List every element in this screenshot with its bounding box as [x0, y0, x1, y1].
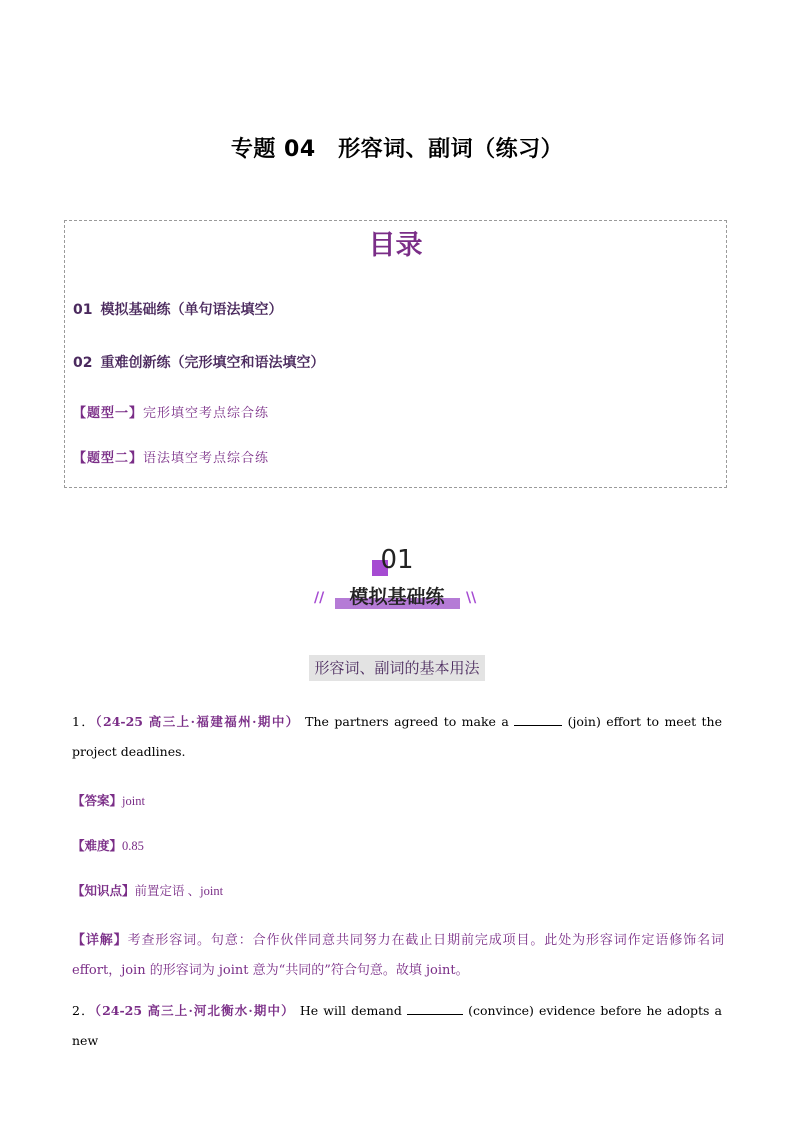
question-text: He will demand — [299, 1003, 402, 1018]
toc-item-number: 02 — [73, 355, 93, 371]
toc-item-2[interactable] — [73, 352, 324, 372]
toc-item-label: 模拟基础练（单句语法填空） — [100, 302, 283, 318]
detail-text: 考查形容词。句意：合作伙伴同意共同努力在截止日期前完成项目。此处为形容词作定语修饰名词 effort，join 的形容词为 joint 意为“共同的”符合句意。故填 joint。 — [72, 933, 724, 978]
question-index: 2． — [72, 1003, 95, 1018]
toc-heading: 目录 — [368, 230, 423, 261]
toc-item-1[interactable] — [73, 299, 282, 319]
table-of-contents — [64, 220, 727, 488]
section-name: 模拟基础练 — [349, 586, 445, 608]
knowledge-value: 前置定语 、joint — [134, 884, 224, 898]
toc-subitem-label: 完形填空考点综合练 — [143, 406, 270, 421]
difficulty-tag: 【难度】 — [72, 838, 123, 853]
question-source: （24-25 高三上·福建福州·期中） — [95, 714, 300, 729]
answer-tag: 【答案】 — [72, 793, 123, 808]
knowledge-line — [72, 881, 223, 899]
toc-item-number: 01 — [73, 302, 93, 318]
section-right-deco: \\ — [466, 590, 477, 606]
answer-blank[interactable] — [407, 1002, 463, 1015]
detail-tag: 【详解】 — [72, 933, 128, 948]
question-text-continued: deadlines. — [120, 744, 186, 759]
toc-subitem-2[interactable] — [73, 447, 269, 466]
toc-subitem-tag: 【题型一】 — [73, 406, 144, 421]
question-index: 1． — [72, 714, 96, 729]
question-2 — [72, 996, 722, 1056]
difficulty-value: 0.85 — [122, 839, 144, 853]
section-banner — [0, 582, 794, 614]
page-title: 专题 04 形容词、副词（练习） — [230, 137, 564, 162]
question-hint: (convince) evidence before he adopts a new — [72, 1003, 722, 1048]
toc-subitem-1[interactable] — [73, 402, 269, 421]
detail-explanation — [72, 926, 724, 986]
question-1 — [72, 707, 722, 767]
question-source: （24-25 高三上·河北衡水·期中） — [94, 1003, 295, 1018]
section-left-deco: // — [314, 590, 325, 606]
question-hint: (join) effort to meet the project — [72, 714, 722, 759]
knowledge-tag: 【知识点】 — [72, 883, 135, 898]
question-text: The partners agreed to make a — [305, 714, 509, 729]
answer-value: joint — [122, 794, 145, 808]
toc-item-label: 重难创新练（完形填空和语法填空） — [100, 355, 325, 371]
toc-subitem-tag: 【题型二】 — [73, 451, 144, 466]
answer-blank[interactable] — [514, 713, 562, 726]
section-number: 01 — [380, 545, 414, 575]
answer-line — [72, 791, 145, 809]
subtopic-heading: 形容词、副词的基本用法 — [309, 655, 485, 681]
difficulty-line — [72, 836, 144, 854]
toc-subitem-label: 语法填空考点综合练 — [143, 451, 270, 466]
